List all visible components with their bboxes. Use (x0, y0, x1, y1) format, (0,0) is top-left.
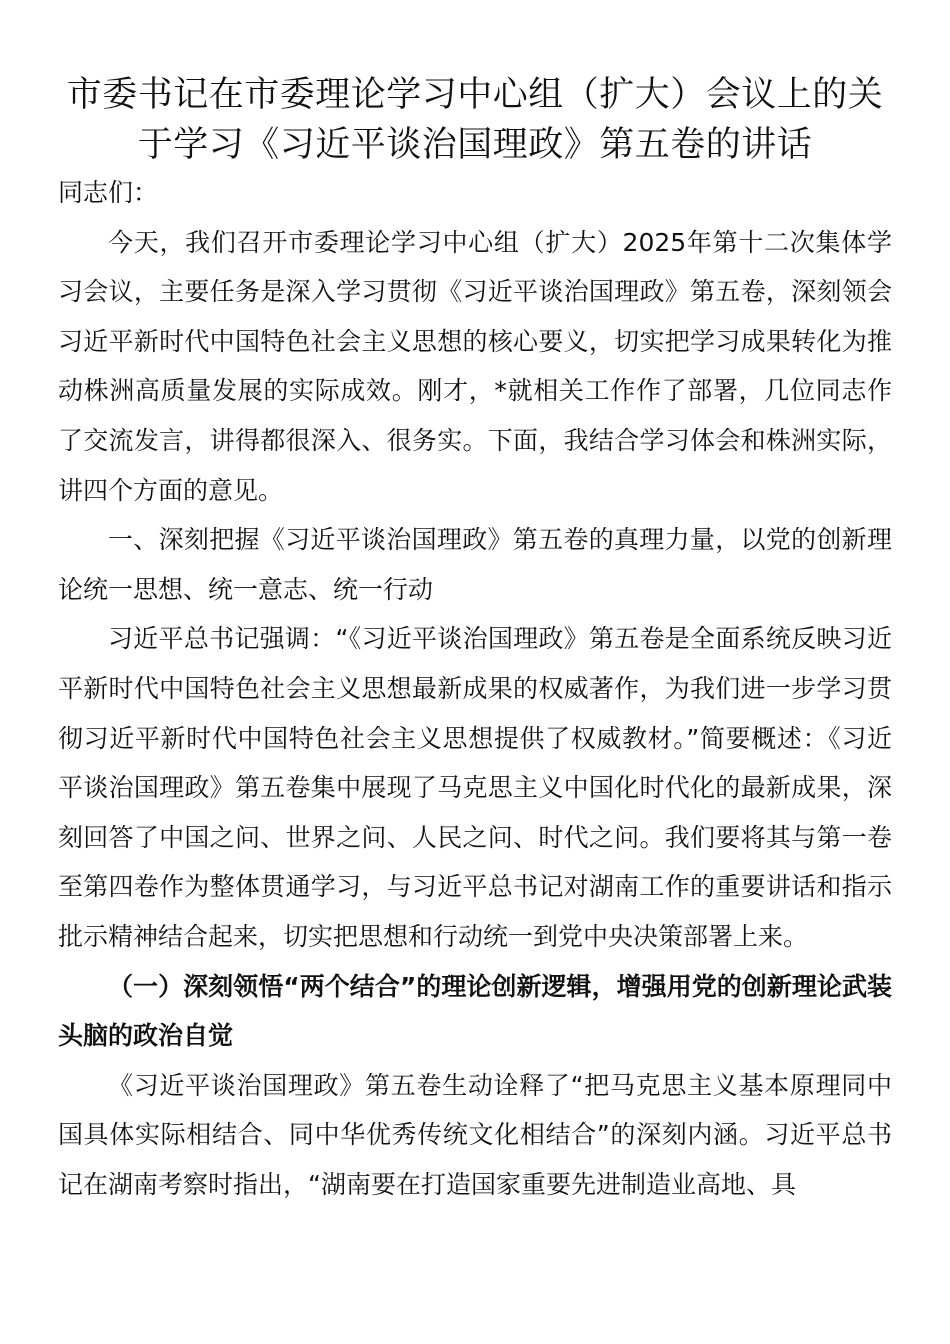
document-title: 市委书记在市委理论学习中心组（扩大）会议上的关于学习《习近平谈治国理政》第五卷的讲话 (66, 75, 884, 165)
intro-paragraph: 今天，我们召开市委理论学习中心组（扩大）2025年第十二次集体学习会议，主要任务是深入学习贯彻《习近平谈治国理政》第五卷，深刻领会习近平新时代中国特色社会主义思想的核心要义，切实把学习成果转化为推动株洲高质量发展的实际成效。刚才，*就相关工作作了部署，几位同志作了交流发言，讲得都很深入、很务实。下面，我结合学习体会和株洲实际，讲四个方面的意见。 (58, 227, 892, 505)
body-paragraph: 习近平总书记强调：“《习近平谈治国理政》第五卷是全面系统反映习近平新时代中国特色社会主义思想最新成果的权威著作，为我们进一步学习贯彻习近平新时代中国特色社会主义思想提供了权威教材。”简要概述：《习近平谈治国理政》第五卷集中展现了马克思主义中国化时代化的最新成果，深刻回答了中国之问、世界之问、人民之问、时代之问。我们要将其与第一卷至第四卷作为整体贯通学习，与习近平总书记对湖南工作的重要讲话和指示批示精神结合起来，切实把思想和行动统一到党中央决策部署上来。 (58, 624, 892, 951)
body-paragraph: 《习近平谈治国理政》第五卷生动诠释了“把马克思主义基本原理同中国具体实际相结合、同中华优秀传统文化相结合”的深刻内涵。习近平总书记在湖南考察时指出，“湖南要在打造国家重要先进制造业高地、具 (58, 1070, 892, 1199)
document-page (58, 70, 892, 1209)
salutation: 同志们： (58, 178, 159, 207)
subsection-heading-1: （一）深刻领悟“两个结合”的理论创新逻辑，增强用党的创新理论武装头脑的政治自觉 (58, 971, 892, 1051)
section-heading-1: 一、深刻把握《习近平谈治国理政》第五卷的真理力量，以党的创新理论统一思想、统一意志、统一行动 (58, 525, 892, 604)
